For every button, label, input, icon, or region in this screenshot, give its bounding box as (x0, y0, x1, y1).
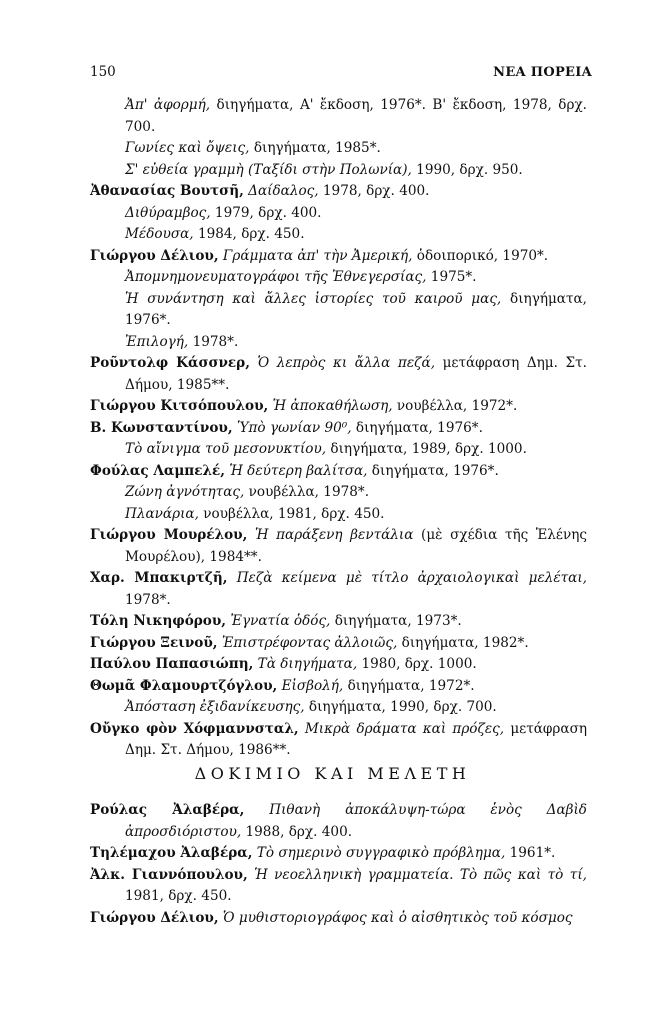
work-title: Πεζὰ κείμενα μὲ τίτλο ἀρχαιολογικαὶ μελέται, (236, 570, 588, 586)
work-title: Ἡ νεοελληνικὴ γραμματεία. Τὸ πῶς καὶ τὸ τί, (254, 866, 587, 883)
work-title: Ἐπιλογή, (125, 333, 189, 350)
bibliography-continuation (90, 482, 587, 504)
bibliography-continuation (90, 504, 587, 526)
work-title: Ὁ λεπρὸς κι ἄλλα πεζά, (257, 355, 436, 371)
entry-details: μετάφραση Δημ. Στ. Δήμου, 1985**. (125, 355, 587, 393)
entry-details: 1979, δρχ. 400. (210, 204, 322, 221)
entry-details: νουβέλλα, 1981, δρχ. 450. (198, 505, 385, 522)
bibliography-entry (90, 843, 587, 865)
essay-list (90, 800, 587, 929)
entry-details: 1990, δρχ. 950. (411, 161, 523, 178)
bibliography-entry (90, 611, 587, 633)
entry-details: διηγήματα, 1972*. (343, 677, 475, 694)
work-title: Ἡ δεύτερη βαλίτσα, (229, 462, 368, 479)
page-number: 150 (90, 64, 116, 80)
author-name: Οὔγκο φὸν Χόφμαννσταλ, (90, 720, 299, 737)
entry-details: νουβέλλα, 1978*. (244, 484, 370, 500)
bibliography-entry (90, 461, 587, 483)
entry-details: 1961*. (505, 845, 556, 861)
work-title: Εἰσβολή, (281, 677, 344, 694)
entry-details (244, 802, 269, 818)
author-name: Ροῦντολφ Κάσσνερ, (90, 355, 250, 371)
author-name: Γιώργου Δέλιου, (90, 909, 219, 926)
author-name: Γιώργου Ξεινοῦ, (90, 634, 218, 651)
bibliography-continuation (90, 224, 587, 246)
author-name: Γιώργου Μουρέλου, (90, 527, 248, 543)
work-title: Μέδουσα, (125, 226, 194, 242)
work-title: Ἡ συνάντηση καὶ ἄλλες ἱστορίες τοῦ καιροῦ μας, (125, 290, 502, 307)
work-title: Ὑπὸ γωνίαν 90⁰, (236, 419, 352, 436)
entry-details: διηγήματα, 1976*. (125, 290, 587, 328)
bibliography-continuation (90, 697, 587, 719)
work-title: Ἀπ' ἀφορμή, (125, 97, 211, 113)
work-title: Τὰ διηγήματα, (257, 656, 358, 672)
bibliography-continuation (90, 138, 587, 160)
work-title: Σ' εὐθεία γραμμὴ (Ταξίδι στὴν Πολωνία), (125, 161, 412, 178)
work-title: Ἐπιστρέφοντας ἀλλοιῶς, (221, 634, 398, 651)
bibliography-continuation (90, 95, 587, 138)
work-title: Ζώνη ἀγνότητας, (125, 484, 245, 500)
entry-details: διηγήματα, Α' ἔκδοση, 1976*. Β' ἔκδοση, 1978, δρχ. 700. (125, 97, 588, 135)
entry-details: διηγήματα, 1976*. (351, 419, 483, 436)
author-name: Ἀλκ. Γιαννόπουλου, (90, 866, 248, 883)
entry-details: διηγήματα, 1973*. (330, 613, 462, 629)
work-title: Γράμματα ἀπ' τὴν Ἀμερική, (222, 247, 413, 264)
entry-details: μετάφραση Δημ. Στ. Δήμου, 1986**. (125, 720, 588, 758)
entry-details: διηγήματα, 1989, δρχ. 1000. (326, 441, 527, 457)
entry-details: 1978*. (125, 591, 171, 608)
entry-details: διηγήματα, 1985*. (249, 140, 381, 156)
bibliography-entry (90, 418, 587, 440)
entry-details: 1978, δρχ. 400. (318, 183, 430, 199)
entry-details: διηγήματα, 1982*. (397, 634, 529, 651)
section-heading: ΔΟΚΙΜΙΟ ΚΑΙ ΜΕΛΕΤΗ (194, 764, 471, 783)
work-title: Δαίδαλος, (248, 183, 319, 199)
author-name: Γιώργου Δέλιου, (90, 247, 219, 264)
bibliography-continuation (90, 203, 587, 225)
work-title: Γωνίες καὶ ὄψεις, (125, 140, 250, 156)
author-name: Φούλας Λαμπελέ, (90, 462, 226, 479)
entry-details: 1988, δρχ. 400. (241, 823, 353, 840)
bibliography-entry (90, 676, 587, 698)
entry-details: ὁδοιπορικό, 1970*. (412, 247, 549, 264)
author-name: Τόλη Νικηφόρου, (90, 613, 227, 629)
bibliography-entry (90, 654, 587, 676)
work-title: Ἡ ἀποκαθήλωση, (272, 398, 393, 414)
bibliography-continuation (90, 160, 587, 182)
bibliography-entry (90, 525, 587, 568)
work-title: Διθύραμβος, (125, 204, 211, 221)
work-title: Πιθανὴ ἀποκάλυψη-τώρα ἑνὸς Δαβὶδ ἀπροσδιόριστου, (125, 802, 587, 840)
author-name: Τηλέμαχου Ἀλαβέρα, (90, 845, 253, 861)
author-name: Χαρ. Μπακιρτζῆ, (90, 570, 228, 586)
author-name: Ἀθανασίας Βουτσῆ, (90, 183, 244, 199)
bibliography-entry (90, 396, 587, 418)
entry-details: διηγήματα, 1976*. (367, 462, 499, 479)
publication-list (90, 95, 587, 762)
running-head: ΝΕΑ ΠΟΡΕΙΑ (493, 65, 592, 80)
work-title: Ἀπομνημονευματογράφοι τῆς Ἐθνεγερσίας, (125, 269, 427, 285)
bibliography-entry (90, 908, 587, 930)
work-title: Μικρὰ δράματα καὶ πρόζες, (304, 720, 505, 737)
entry-details: 1975*. (426, 269, 477, 285)
author-name: Παύλου Παπασιώπη, (90, 656, 254, 672)
entry-details (250, 355, 258, 371)
entry-details: νουβέλλα, 1972*. (392, 398, 518, 414)
bibliography-entry (90, 865, 587, 908)
bibliography-entry (90, 800, 587, 843)
work-title: Ἡ παράξενη βεντάλια (254, 527, 414, 543)
bibliography-continuation (90, 332, 587, 354)
entry-details: (μὲ σχέδια τῆς Ἑλένης Μουρέλου), 1984**. (125, 527, 587, 565)
entry-details: διηγήματα, 1990, δρχ. 700. (304, 699, 497, 715)
entry-details: 1981, δρχ. 450. (125, 888, 232, 904)
work-title: Τὸ σημερινὸ συγγραφικὸ πρόβλημα, (256, 845, 506, 861)
work-title: Ἐγνατία ὁδός, (230, 613, 331, 629)
work-title: Τὸ αἴνιγμα τοῦ μεσονυκτίου, (125, 441, 327, 457)
author-name: Ρούλας Ἀλαβέρα, (90, 802, 245, 818)
author-name: Γιώργου Κιτσόπουλου, (90, 398, 269, 414)
entry-details: 1978*. (188, 333, 239, 350)
bibliography-continuation (90, 289, 587, 332)
bibliography-continuation (90, 267, 587, 289)
bibliography-entry (90, 353, 587, 396)
bibliography-entry (90, 246, 587, 268)
bibliography-entry (90, 181, 587, 203)
work-title: Ὁ μυθιστοριογράφος καὶ ὁ αἰσθητικὸς τοῦ κόσμος (222, 909, 573, 926)
entry-details: 1980, δρχ. 1000. (357, 656, 477, 672)
page-header (90, 64, 592, 80)
entry-details: 1984, δρχ. 450. (193, 226, 305, 242)
bibliography-entry (90, 633, 587, 655)
bibliography-entry (90, 719, 587, 762)
bibliography-continuation (90, 439, 587, 461)
author-name: Θωμᾶ Φλαμουρτζόγλου, (90, 677, 278, 694)
bibliography-entry (90, 568, 587, 611)
work-title: Ἀπόσταση ἐξιδανίκευσης, (125, 699, 305, 715)
entry-details (247, 527, 255, 543)
author-name: Β. Κωνσταντίνου, (90, 419, 233, 436)
work-title: Πλανάρια, (125, 505, 199, 522)
entry-details (227, 570, 236, 586)
